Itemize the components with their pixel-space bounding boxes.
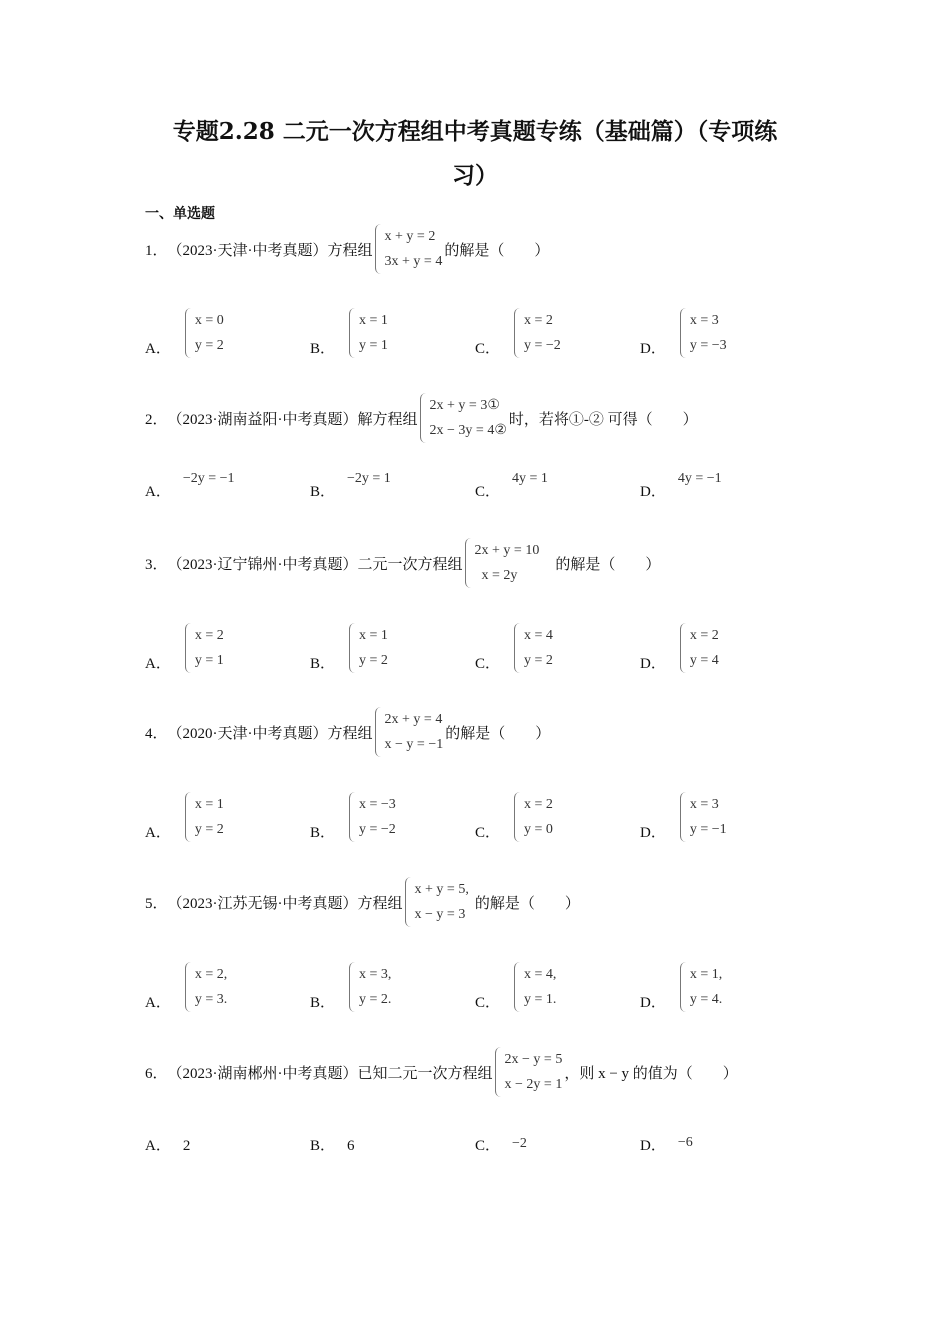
equation-system bbox=[405, 877, 469, 927]
brace-icon bbox=[185, 962, 192, 1012]
option-b[interactable] bbox=[310, 792, 475, 842]
options-5 bbox=[145, 962, 805, 1012]
option-label: A． bbox=[145, 656, 171, 672]
option-label: D． bbox=[640, 1138, 666, 1154]
option-a[interactable] bbox=[145, 792, 310, 842]
option-b[interactable] bbox=[310, 471, 475, 501]
options-3 bbox=[145, 623, 805, 673]
equation: x = 1 bbox=[194, 797, 224, 812]
question-number: 2． bbox=[145, 411, 168, 428]
brace-icon bbox=[465, 538, 472, 588]
option-d[interactable] bbox=[640, 1134, 805, 1155]
question-number: 3． bbox=[145, 556, 168, 573]
option-value: −6 bbox=[677, 1135, 693, 1150]
brace-icon bbox=[375, 707, 382, 757]
equation: y = 1. bbox=[524, 992, 557, 1007]
question-6 bbox=[145, 1047, 738, 1097]
brace-icon bbox=[349, 792, 356, 842]
brace-icon bbox=[185, 308, 192, 358]
question-number: 5． bbox=[145, 895, 168, 912]
question-suffix: 时，若将①-② 可得（ ） bbox=[508, 411, 698, 428]
option-d[interactable] bbox=[640, 792, 805, 842]
options-6 bbox=[145, 1134, 805, 1155]
option-label: C． bbox=[475, 825, 501, 841]
option-label: C． bbox=[475, 484, 501, 500]
option-value: 4y = 1 bbox=[512, 471, 548, 486]
brace-icon bbox=[514, 962, 521, 1012]
equation-system bbox=[420, 393, 507, 443]
options-4 bbox=[145, 792, 805, 842]
option-value: 6 bbox=[347, 1138, 355, 1154]
equation: x = 1, bbox=[689, 967, 723, 982]
equation: x = 2 bbox=[194, 628, 224, 643]
equation: x + y = 5, bbox=[414, 882, 469, 897]
option-c[interactable] bbox=[475, 792, 640, 842]
equation: x − 2y = 1 bbox=[504, 1077, 563, 1092]
equation: x = 3 bbox=[689, 797, 719, 812]
option-b[interactable] bbox=[310, 308, 475, 358]
brace-icon bbox=[680, 308, 687, 358]
equation: 3x + y = 4 bbox=[384, 254, 443, 269]
question-prefix: 已知二元一次方程组 bbox=[357, 1065, 493, 1082]
question-number: 6． bbox=[145, 1065, 168, 1082]
equation: x = 0 bbox=[194, 313, 224, 328]
equation: y = 4. bbox=[689, 992, 723, 1007]
option-label: C． bbox=[475, 656, 501, 672]
option-label: B． bbox=[310, 656, 336, 672]
section-heading: 一、单选题 bbox=[145, 206, 215, 222]
equation: y = 2 bbox=[194, 338, 224, 353]
option-label: B． bbox=[310, 825, 336, 841]
brace-icon bbox=[514, 623, 521, 673]
brace-icon bbox=[349, 623, 356, 673]
option-label: D． bbox=[640, 825, 666, 841]
option-c[interactable] bbox=[475, 623, 640, 673]
options-2 bbox=[145, 471, 805, 501]
option-value: −2y = 1 bbox=[347, 471, 391, 486]
option-label: D． bbox=[640, 341, 666, 357]
equation: x = 4, bbox=[524, 967, 557, 982]
brace-icon bbox=[420, 393, 427, 443]
equation: y = 2 bbox=[524, 653, 553, 668]
equation-system bbox=[375, 224, 443, 274]
option-label: B． bbox=[310, 484, 336, 500]
equation-system bbox=[465, 538, 540, 588]
question-prefix: 二元一次方程组 bbox=[357, 556, 463, 573]
option-label: C． bbox=[475, 341, 501, 357]
equation: x = 2, bbox=[194, 967, 228, 982]
option-c[interactable] bbox=[475, 471, 640, 501]
question-source: （2023·辽宁锦州·中考真题） bbox=[167, 556, 358, 573]
option-label: B． bbox=[310, 1138, 336, 1154]
option-label: D． bbox=[640, 995, 666, 1011]
option-d[interactable] bbox=[640, 623, 805, 673]
brace-icon bbox=[680, 623, 687, 673]
equation: y = 0 bbox=[524, 822, 553, 837]
question-suffix: 的解是（ ） bbox=[474, 895, 580, 912]
option-a[interactable] bbox=[145, 308, 310, 358]
equation: x = 2y bbox=[474, 568, 518, 583]
equation: x = 3, bbox=[359, 967, 392, 982]
option-label: A． bbox=[145, 825, 171, 841]
question-source: （2023·天津·中考真题） bbox=[167, 242, 328, 259]
question-suffix: 的解是（ ） bbox=[555, 556, 661, 573]
option-label: C． bbox=[475, 995, 501, 1011]
option-c[interactable] bbox=[475, 1134, 640, 1155]
brace-icon bbox=[680, 962, 687, 1012]
equation: x = 1 bbox=[359, 313, 388, 328]
equation: x = 2 bbox=[524, 797, 553, 812]
option-value: −2 bbox=[512, 1136, 527, 1151]
equation: 2x + y = 10 bbox=[474, 543, 540, 558]
question-number: 4． bbox=[145, 725, 168, 742]
equation-system bbox=[495, 1047, 563, 1097]
title-line-1: 专题2.28 二元一次方程组中考真题专练（基础篇）（专项练 bbox=[172, 118, 778, 145]
equation: 2x − 3y = 4② bbox=[429, 423, 507, 438]
equation: y = 1 bbox=[194, 653, 224, 668]
brace-icon bbox=[185, 623, 192, 673]
brace-icon bbox=[405, 877, 412, 927]
option-label: A． bbox=[145, 341, 171, 357]
option-d[interactable] bbox=[640, 471, 805, 501]
question-prefix: 方程组 bbox=[327, 242, 373, 259]
equation: y = 2 bbox=[359, 653, 388, 668]
option-label: A． bbox=[145, 484, 171, 500]
page-title bbox=[140, 110, 810, 198]
equation: y = 2 bbox=[194, 822, 224, 837]
option-label: D． bbox=[640, 656, 666, 672]
options-1 bbox=[145, 308, 805, 358]
question-source: （2020·天津·中考真题） bbox=[167, 725, 328, 742]
brace-icon bbox=[514, 792, 521, 842]
equation: x = 3 bbox=[689, 313, 719, 328]
question-prefix: 方程组 bbox=[327, 725, 373, 742]
option-label: A． bbox=[145, 995, 171, 1011]
option-value: 2 bbox=[182, 1138, 191, 1154]
equation: x = 4 bbox=[524, 628, 553, 643]
equation: x = −3 bbox=[359, 797, 396, 812]
equation: y = −2 bbox=[524, 338, 561, 353]
equation: y = 1 bbox=[359, 338, 388, 353]
option-label: B． bbox=[310, 995, 336, 1011]
option-b[interactable] bbox=[310, 962, 475, 1012]
question-2 bbox=[145, 393, 698, 443]
equation: 2x + y = 3① bbox=[429, 398, 500, 413]
question-source: （2023·江苏无锡·中考真题） bbox=[167, 895, 358, 912]
option-b[interactable] bbox=[310, 623, 475, 673]
question-4 bbox=[145, 707, 550, 757]
question-1 bbox=[145, 224, 549, 274]
option-label: A． bbox=[145, 1138, 171, 1154]
question-suffix: ，则 x − y 的值为（ ） bbox=[564, 1065, 738, 1082]
equation: x = 2 bbox=[524, 313, 553, 328]
equation: y = 4 bbox=[689, 653, 719, 668]
question-3 bbox=[145, 538, 660, 588]
question-number: 1． bbox=[145, 242, 168, 259]
equation-system bbox=[375, 707, 444, 757]
equation: y = −3 bbox=[689, 338, 727, 353]
equation: x = 1 bbox=[359, 628, 388, 643]
brace-icon bbox=[349, 308, 356, 358]
question-suffix: 的解是（ ） bbox=[445, 725, 551, 742]
question-prefix: 解方程组 bbox=[357, 411, 418, 428]
brace-icon bbox=[514, 308, 521, 358]
brace-icon bbox=[375, 224, 382, 274]
equation: y = 3. bbox=[194, 992, 228, 1007]
brace-icon bbox=[680, 792, 687, 842]
option-label: B． bbox=[310, 341, 336, 357]
option-a[interactable] bbox=[145, 962, 310, 1012]
option-d[interactable] bbox=[640, 962, 805, 1012]
equation: x + y = 2 bbox=[384, 229, 436, 244]
option-value: −2y = −1 bbox=[182, 471, 235, 486]
question-suffix: 的解是（ ） bbox=[444, 242, 550, 259]
brace-icon bbox=[495, 1047, 502, 1097]
equation: y = −2 bbox=[359, 822, 396, 837]
equation: x − y = −1 bbox=[384, 737, 444, 752]
option-a[interactable] bbox=[145, 471, 310, 501]
question-source: （2023·湖南益阳·中考真题） bbox=[167, 411, 358, 428]
option-a[interactable] bbox=[145, 1134, 310, 1155]
title-line-2: 习） bbox=[452, 162, 498, 189]
equation: 2x − y = 5 bbox=[504, 1052, 563, 1067]
question-5 bbox=[145, 877, 580, 927]
equation: y = −1 bbox=[689, 822, 727, 837]
option-d[interactable] bbox=[640, 308, 805, 358]
option-c[interactable] bbox=[475, 962, 640, 1012]
brace-icon bbox=[349, 962, 356, 1012]
option-b[interactable] bbox=[310, 1134, 475, 1155]
equation: 2x + y = 4 bbox=[384, 712, 443, 727]
brace-icon bbox=[185, 792, 192, 842]
equation: y = 2. bbox=[359, 992, 392, 1007]
option-value: 4y = −1 bbox=[677, 471, 722, 486]
question-prefix: 方程组 bbox=[357, 895, 403, 912]
equation: x − y = 3 bbox=[414, 907, 466, 922]
option-c[interactable] bbox=[475, 308, 640, 358]
option-label: D． bbox=[640, 484, 666, 500]
option-a[interactable] bbox=[145, 623, 310, 673]
equation: x = 2 bbox=[689, 628, 719, 643]
option-label: C． bbox=[475, 1138, 501, 1154]
question-source: （2023·湖南郴州·中考真题） bbox=[167, 1065, 358, 1082]
